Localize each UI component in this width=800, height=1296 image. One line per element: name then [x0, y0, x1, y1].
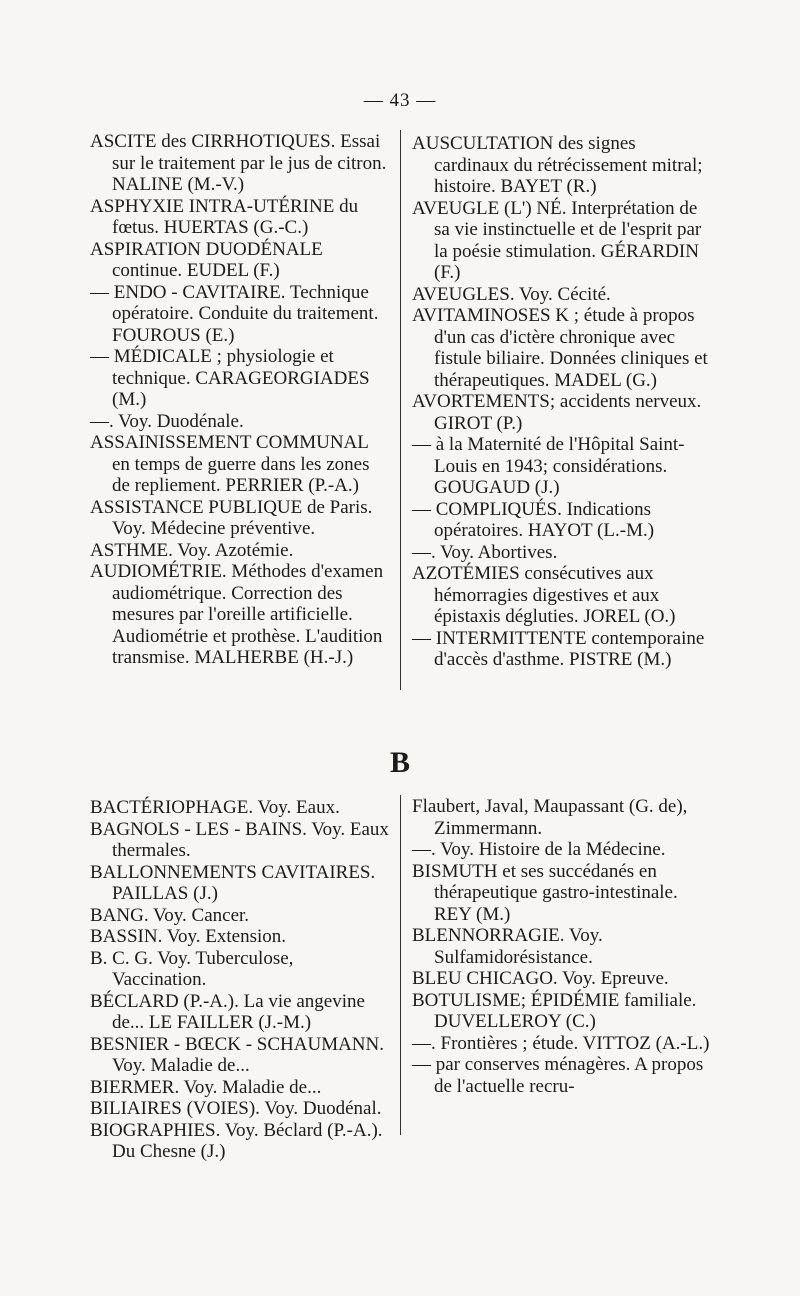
- index-entry: BESNIER - BŒCK - SCHAUMANN. Voy. Maladie de...: [90, 1033, 384, 1076]
- index-entry: AVEUGLE (L') NÉ. Interprétation de sa vie instinctuelle et de l'esprit par la poésie stimulation. GÉRARDIN (F.): [412, 197, 702, 283]
- column-divider-top: [400, 130, 401, 690]
- index-entry: ASSAINISSEMENT COMMUNAL en temps de guerre dans les zones de repliement. PERRIER (P.-A.): [90, 432, 370, 496]
- index-entry: —. Frontières ; étude. VITTOZ (A.-L.): [412, 1032, 710, 1054]
- index-entry: BIOGRAPHIES. Voy. Béclard (P.-A.). Du Chesne (J.): [90, 1119, 383, 1162]
- index-entry: BÉCLARD (P.-A.). La vie angevine de... LE FAILLER (J.-M.): [90, 990, 365, 1033]
- column-bottom-right: [412, 796, 710, 1097]
- index-entry: — MÉDICALE ; physiologie et technique. CARAGEORGIADES (M.): [90, 346, 370, 410]
- index-entry: ASPIRATION DUODÉNALE continue. EUDEL (F.): [90, 238, 323, 281]
- index-entry: BALLONNEMENTS CAVITAIRES. PAILLAS (J.): [90, 861, 376, 904]
- index-entry: BLEU CHICAGO. Voy. Epreuve.: [412, 968, 669, 989]
- index-entry: BANG. Voy. Cancer.: [90, 904, 250, 926]
- column-bottom-left: [90, 797, 390, 1163]
- index-entry: AUDIOMÉTRIE. Méthodes d'examen audiométrique. Correction des mesures par l'oreille artificielle. Audiométrie et prothèse. L'audition transmise. MALHERBE (H.-J.): [90, 561, 384, 668]
- index-entry: BAGNOLS - LES - BAINS. Voy. Eaux thermales.: [90, 818, 389, 861]
- section-letter: B: [389, 746, 410, 779]
- index-entry: —. Voy. Duodénale.: [90, 410, 244, 432]
- index-entry: BOTULISME; ÉPIDÉMIE familiale. DUVELLEROY (C.): [412, 989, 697, 1032]
- index-entry: ASCITE des CIRRHOTIQUES. Essai sur le traitement par le jus de citron. NALINE (M.-V.): [90, 131, 387, 195]
- page-number: — 43 —: [363, 90, 437, 111]
- index-entry: AVORTEMENTS; accidents nerveux. GIROT (P.): [412, 391, 702, 434]
- index-entry: AVEUGLES. Voy. Cécité.: [412, 283, 611, 305]
- index-entry: BASSIN. Voy. Extension.: [90, 926, 287, 947]
- index-entry: Flaubert, Javal, Maupassant (G. de), Zimmermann.: [412, 796, 688, 839]
- index-entry: — par conserves ménagères. A propos de l'actuelle recru-: [412, 1054, 704, 1097]
- index-entry: ASTHME. Voy. Azotémie.: [90, 539, 294, 561]
- index-entry: — COMPLIQUÉS. Indications opératoires. HAYOT (L.-M.): [412, 498, 655, 541]
- index-entry: BILIAIRES (VOIES). Voy. Duodénal.: [90, 1098, 382, 1119]
- index-entry: BISMUTH et ses succédanés en thérapeutique gastro-intestinale. REY (M.): [412, 860, 678, 925]
- index-entry: BACTÉRIOPHAGE. Voy. Eaux.: [90, 797, 340, 818]
- column-top-left: [90, 131, 390, 669]
- index-entry: —. Voy. Abortives.: [412, 541, 558, 563]
- index-entry: — INTERMITTENTE contemporaine d'accès d'asthme. PISTRE (M.): [412, 627, 705, 670]
- index-entry: —. Voy. Histoire de la Médecine.: [412, 839, 666, 860]
- index-entry: AVITAMINOSES K ; étude à propos d'un cas d'ictère chronique avec fistule biliaire. Données cliniques et thérapeutiques. MADEL (G.): [412, 305, 708, 391]
- index-entry: B. C. G. Voy. Tuberculose, Vaccination.: [90, 947, 294, 990]
- index-entry: — ENDO - CAVITAIRE. Technique opératoire. Conduite du traitement. FOUROUS (E.): [90, 281, 379, 346]
- column-top-right: [412, 133, 710, 671]
- index-entry: AZOTÉMIES consécutives aux hémorragies digestives et aux épistaxis dégluties. JOREL (O.): [412, 563, 676, 627]
- index-entry: ASPHYXIE INTRA-UTÉRINE du fœtus. HUERTAS (G.-C.): [90, 195, 359, 238]
- index-entry: AUSCULTATION des signes cardinaux du rétrécissement mitral; histoire. BAYET (R.): [412, 133, 703, 197]
- column-divider-bottom: [400, 795, 401, 1135]
- index-entry: BLENNORRAGIE. Voy. Sulfamidorésistance.: [412, 925, 603, 968]
- index-entry: — à la Maternité de l'Hôpital Saint-Louis en 1943; considérations. GOUGAUD (J.): [412, 434, 685, 498]
- index-entry: BIERMER. Voy. Maladie de...: [90, 1076, 322, 1098]
- index-entry: ASSISTANCE PUBLIQUE de Paris. Voy. Médecine préventive.: [90, 496, 373, 539]
